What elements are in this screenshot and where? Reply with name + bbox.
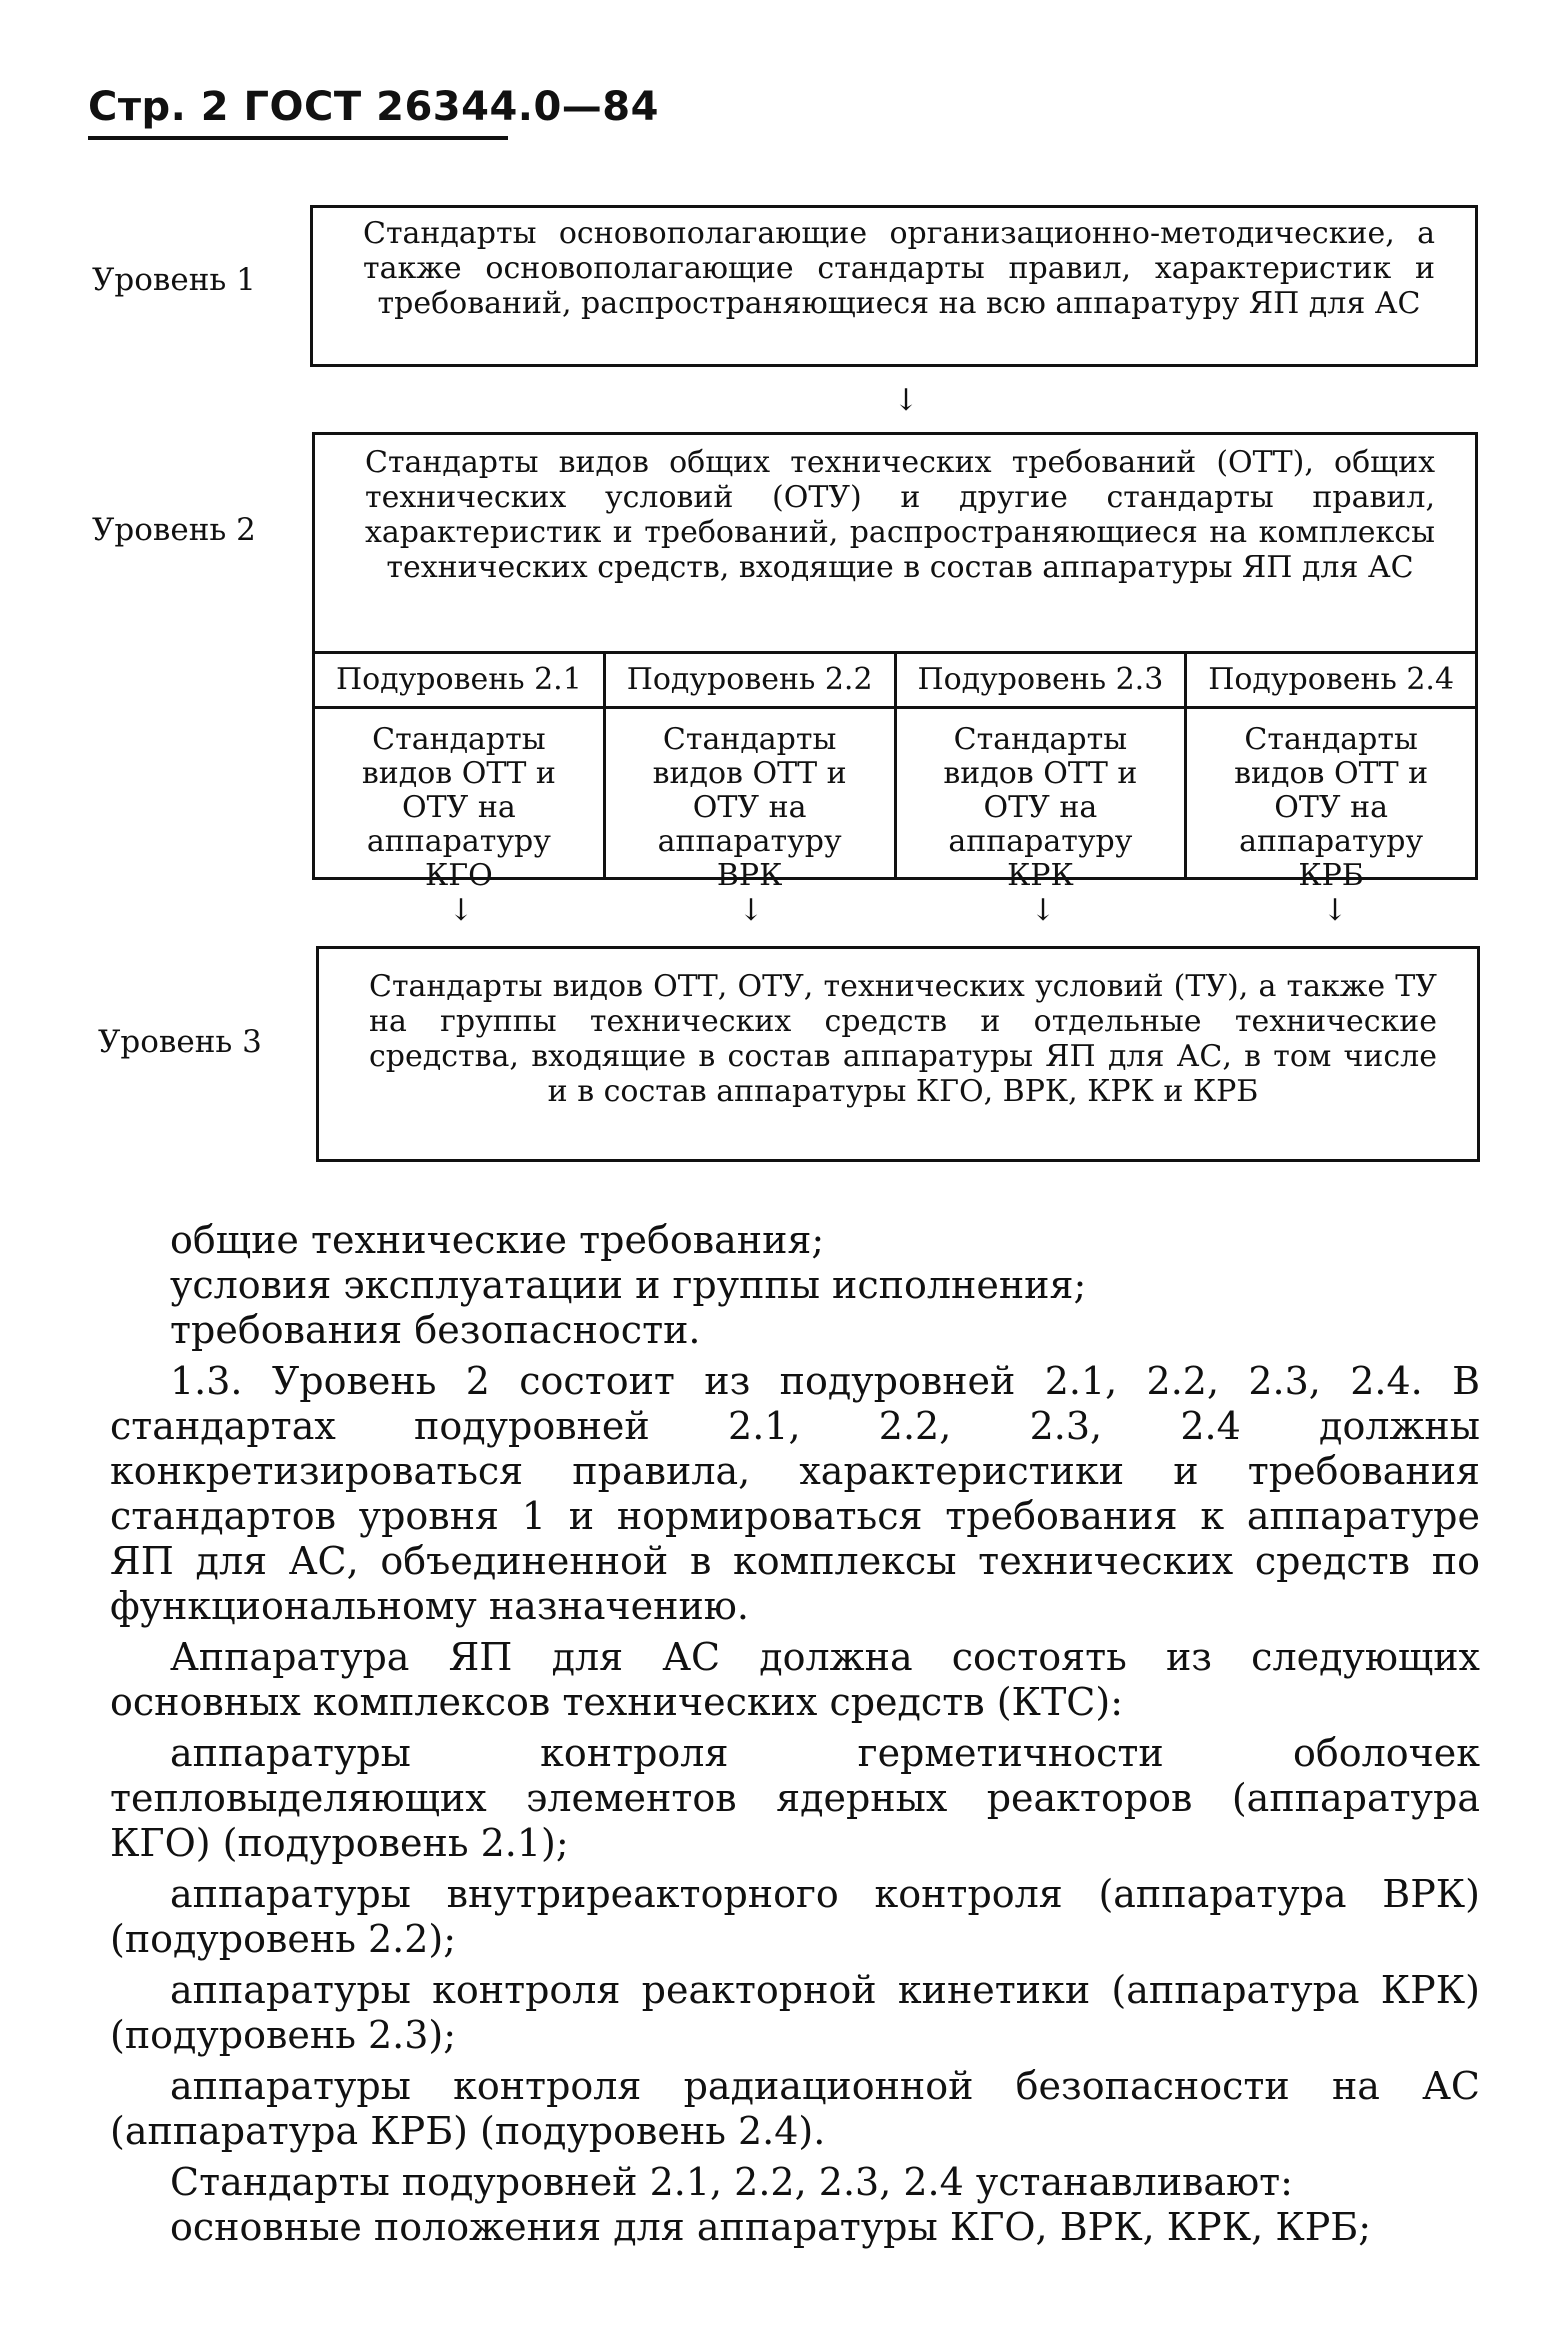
sublevel-2-2-code: ВРК — [716, 858, 783, 893]
sublevel-header-row — [315, 651, 1475, 706]
level-1-box — [310, 205, 1478, 367]
paragraph-standards: Стандарты подуровней 2.1, 2.2, 2.3, 2.4 устанавливают: — [170, 2160, 1293, 2204]
sublevel-2-2-body — [606, 709, 897, 893]
arrow-down-icon: ↓ — [738, 893, 764, 928]
sublevel-2-1-text: Стандарты видов ОТТ и ОТУ на аппаратуру — [361, 722, 556, 859]
level-3-text: Стандарты видов ОТТ, ОТУ, технических условий (ТУ), а также ТУ на группы технических средств и отдельные технические средства, входящие в состав аппаратуры ЯП для АС, в том числе и в состав аппаратуры КГО, ВРК, КРК и КРБ — [369, 969, 1437, 1109]
page-header: Стр. 2 ГОСТ 26344.0—84 — [88, 84, 659, 130]
list-item: общие технические требования; — [170, 1218, 825, 1262]
list-item: условия эксплуатации и группы исполнения; — [170, 1263, 1087, 1307]
sublevel-2-4-text: Стандарты видов ОТТ и ОТУ на аппаратуру — [1234, 722, 1429, 859]
list-item: требования безопасности. — [170, 1308, 701, 1352]
sublevel-2-3-body — [897, 709, 1188, 893]
sublevel-2-1-code: КГО — [425, 858, 493, 893]
sublevel-2-4-title: Подуровень 2.4 — [1208, 662, 1455, 697]
sublevel-2-3-code: КРК — [1007, 858, 1074, 893]
level-3-label: Уровень 3 — [98, 1024, 262, 1060]
sublevel-2-3-text: Стандарты видов ОТТ и ОТУ на аппаратуру — [943, 722, 1138, 859]
list-item: аппаратуры контроля герметичности оболочек тепловыделяющих элементов ядерных реакторов (аппаратура КГО) (подуровень 2.1); — [110, 1731, 1480, 1865]
level-3-box — [316, 946, 1480, 1162]
sublevel-body-row — [315, 706, 1475, 893]
sublevel-2-1-body — [315, 709, 606, 893]
sublevel-2-2-text: Стандарты видов ОТТ и ОТУ на аппаратуру — [652, 722, 847, 859]
paragraph-1-3: 1.3. Уровень 2 состоит из подуровней 2.1, 2.2, 2.3, 2.4. В стандартах подуровней 2.1, 2.2, 2.3, 2.4 должны конкретизироваться правила, характеристики и требования стандартов уровня 1 и нормироваться требования к аппаратуре ЯП для АС, объединенной в комплексы технических средств по функциональному назначению. — [110, 1359, 1480, 1628]
level-2-text: Стандарты видов общих технических требований (ОТТ), общих технических условий (ОТУ) и другие стандарты правил, характеристик и требований, распространяющиеся на комплексы технических средств, входящие в состав аппаратуры ЯП для АС — [365, 445, 1435, 585]
list-item: аппаратуры внутриреакторного контроля (аппаратура ВРК) (подуровень 2.2); — [110, 1872, 1480, 1961]
paragraph-kts: Аппаратура ЯП для АС должна состоять из следующих основных комплексов технических средств (КТС): — [110, 1635, 1480, 1724]
arrow-down-icon: ↓ — [1030, 893, 1056, 928]
level-1-label: Уровень 1 — [92, 262, 256, 298]
arrow-down-icon: ↓ — [893, 383, 919, 418]
level-2-label: Уровень 2 — [92, 512, 256, 548]
paragraph-last: основные положения для аппаратуры КГО, ВРК, КРК, КРБ; — [170, 2205, 1372, 2249]
level-1-text: Стандарты основополагающие организационно-методические, а также основополагающие стандарты правил, характеристик и требований, распространяющиеся на всю аппаратуру ЯП для АС — [363, 216, 1435, 321]
body-text — [110, 1218, 1480, 2250]
list-item: аппаратуры контроля реакторной кинетики (аппаратура КРК) (подуровень 2.3); — [110, 1968, 1480, 2057]
sublevel-2-3-title: Подуровень 2.3 — [897, 654, 1188, 706]
level-2-box — [312, 432, 1478, 893]
header-rule — [88, 136, 508, 140]
sublevel-2-4-body — [1187, 709, 1475, 893]
level-2-text-area — [315, 435, 1475, 651]
arrow-down-icon: ↓ — [448, 893, 474, 928]
sublevel-2-1-title: Подуровень 2.1 — [315, 654, 606, 706]
sublevel-2-4-code: КРБ — [1298, 858, 1364, 893]
arrow-down-icon: ↓ — [1322, 893, 1348, 928]
sublevel-2-2-title: Подуровень 2.2 — [606, 654, 897, 706]
list-item: аппаратуры контроля радиационной безопасности на АС (аппаратура КРБ) (подуровень 2.4). — [110, 2064, 1480, 2153]
